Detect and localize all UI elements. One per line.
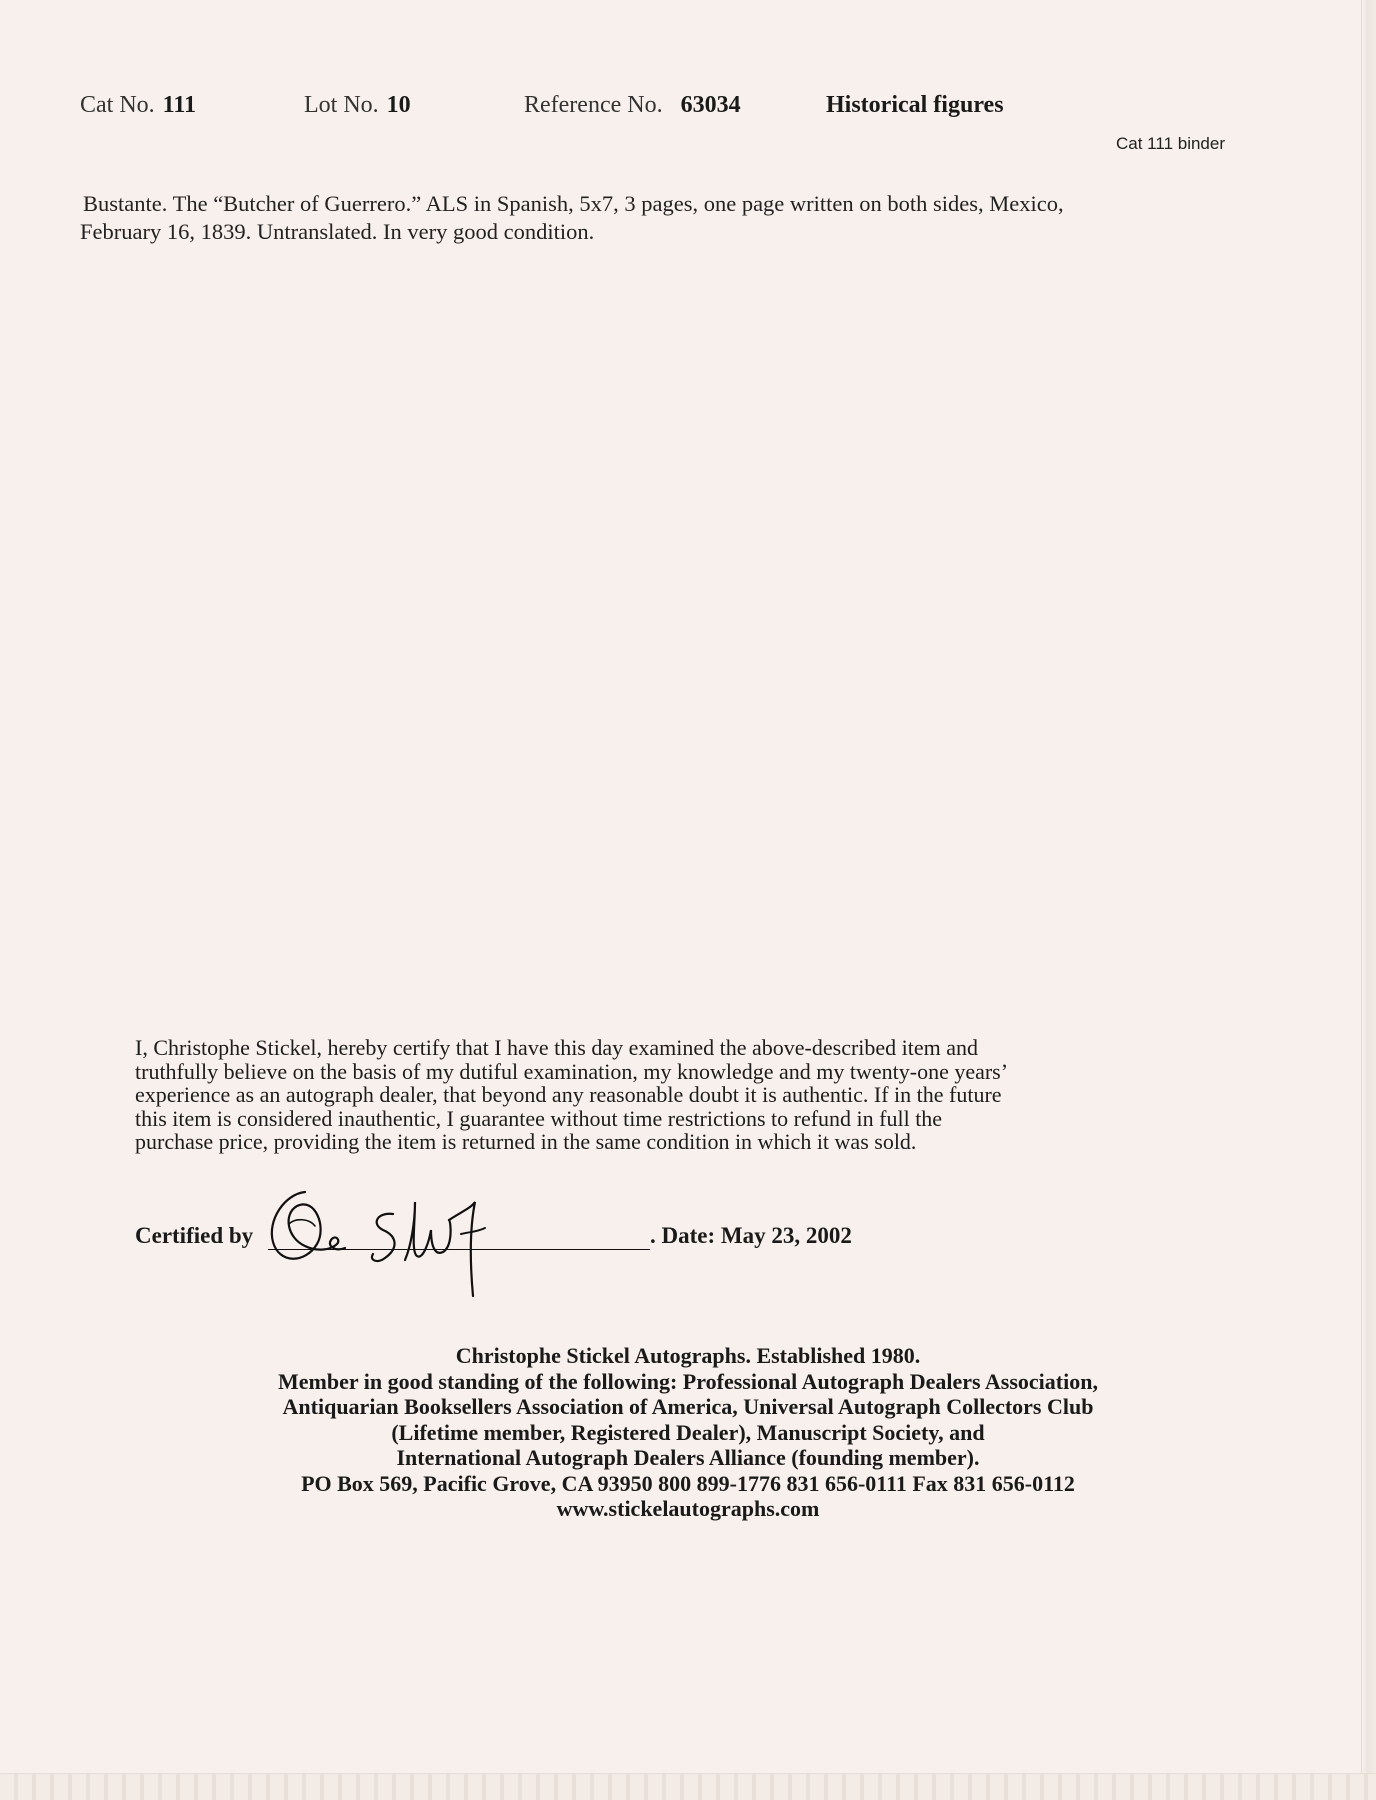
lot-number-value: 10: [386, 92, 411, 118]
description-line: February 16, 1839. Untranslated. In very good condition.: [80, 219, 595, 244]
certified-by-label: Certified by: [135, 1223, 254, 1248]
category-title: Historical figures: [826, 92, 1004, 118]
cat-number-label: Cat No.: [80, 92, 155, 118]
certification-line: I, Christophe Stickel, hereby certify that I have this day examined the above-described item and: [135, 1035, 979, 1060]
certification-line: experience as an autograph dealer, that beyond any reasonable doubt it is authentic. If in the future: [135, 1082, 1002, 1107]
footer-line: Member in good standing of the following: Professional Autograph Dealers Association,: [278, 1368, 1098, 1394]
footer-line: PO Box 569, Pacific Grove, CA 93950 800 899-1776 831 656-0111 Fax 831 656-0112: [301, 1470, 1075, 1496]
reference-number-label: Reference No.: [524, 92, 663, 118]
lot-number: [304, 92, 411, 119]
cat-number: [80, 92, 196, 119]
certification-line: this item is considered inauthentic, I guarantee without time restrictions to refund in full the: [135, 1105, 943, 1131]
reference-number: [524, 92, 741, 119]
certification-date: . Date: May 23, 2002: [650, 1223, 852, 1248]
cat-number-value: 111: [162, 92, 197, 118]
item-description: [80, 190, 1250, 246]
footer-line: Christophe Stickel Autographs. Established 1980.: [455, 1343, 921, 1368]
page-edge: [1361, 0, 1376, 1800]
certification-line: purchase price, providing the item is returned in the same condition in which it was sold.: [135, 1129, 917, 1154]
reference-number-value: 63034: [680, 92, 741, 118]
certification-statement: [135, 1036, 1135, 1154]
handwritten-signature: [265, 1172, 535, 1302]
certification-line: truthfully believe on the basis of my dutiful examination, my knowledge and my twenty-one years’: [135, 1058, 1009, 1084]
footer-line: (Lifetime member, Registered Dealer), Manuscript Society, and: [391, 1419, 985, 1445]
lot-number-label: Lot No.: [304, 92, 379, 118]
binder-note: Cat 111 binder: [1116, 134, 1225, 153]
footer-line: Antiquarian Booksellers Association of America, Universal Autograph Collectors Club: [282, 1394, 1094, 1419]
perforated-edge: [0, 1773, 1376, 1800]
footer-line: www.stickelautographs.com: [556, 1496, 820, 1521]
description-line: Bustante. The “Butcher of Guerrero.” ALS in Spanish, 5x7, 3 pages, one page written on both sides, Mexico,: [83, 191, 1064, 216]
footer-line: International Autograph Dealers Alliance (founding member).: [396, 1445, 980, 1470]
dealer-footer: [0, 1343, 1376, 1522]
